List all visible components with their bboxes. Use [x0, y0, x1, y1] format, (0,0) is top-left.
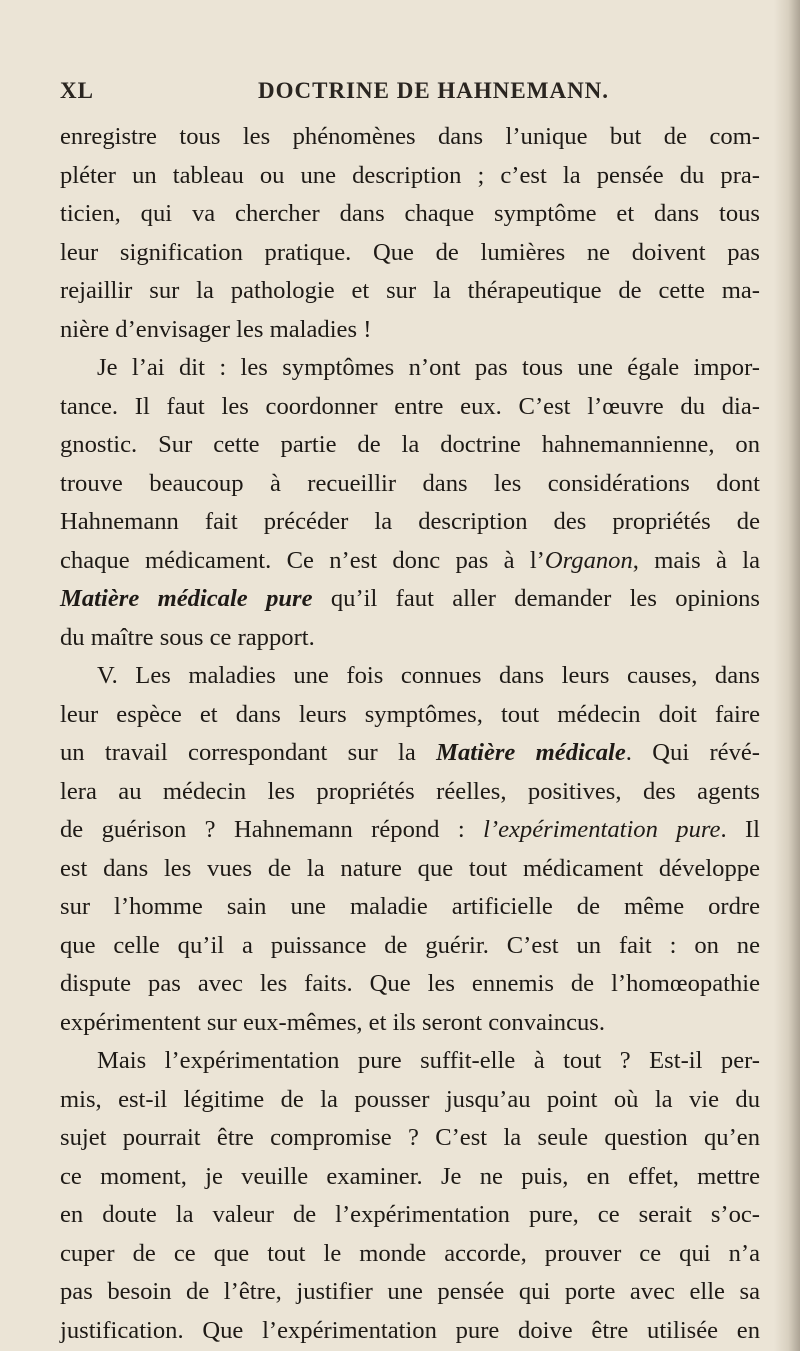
text-segment: gnostic. Sur cette partie de la doctrine hahnemannienne, on — [60, 431, 760, 458]
text-segment: mis, est-il légitime de la pousser jusqu’au point où la vie du — [60, 1085, 760, 1113]
text-segment: un travail correspondant sur la — [60, 739, 437, 766]
page-number: XL — [60, 78, 94, 103]
text-segment: expérimentent sur eux-mêmes, et ils seront convaincus. — [60, 1008, 606, 1036]
text-line — [60, 1196, 760, 1235]
text-line — [60, 157, 760, 196]
text-line — [60, 1119, 760, 1158]
text-segment: dispute pas avec les faits. Que les ennemis de l’homœopathie — [60, 970, 760, 997]
text-line — [60, 927, 760, 966]
text-line — [60, 1312, 760, 1351]
text-line — [60, 465, 760, 504]
text-segment: ce moment, je veuille examiner. Je ne puis, en effet, mettre — [60, 1162, 760, 1190]
text-segment: rejaillir sur la pathologie et sur la thérapeutique de cette ma- — [60, 277, 760, 304]
text-line — [60, 619, 760, 658]
text-segment: tance. Il faut les coordonner entre eux. C’est l’œuvre du dia- — [60, 392, 760, 420]
text-segment: justification. Que l’expérimentation pure doive être utilisée en — [60, 1316, 760, 1344]
text-line — [60, 542, 760, 581]
text-line — [60, 118, 760, 157]
page-edge-shadow — [774, 0, 800, 1351]
text-segment: pléter un tableau ou une description ; c’est la pensée du pra- — [60, 161, 760, 189]
running-header — [60, 78, 760, 112]
body-text — [60, 118, 760, 1350]
text-line — [60, 696, 760, 735]
text-line — [60, 503, 760, 542]
text-line — [60, 580, 760, 619]
text-segment: chaque médicament. Ce n’est donc pas à l’ — [60, 546, 545, 574]
text-line — [60, 965, 760, 1004]
text-line — [60, 1081, 760, 1120]
text-segment: , mais à la — [632, 546, 760, 574]
text-segment: ticien, qui va chercher dans chaque symptôme et dans tous — [60, 200, 760, 227]
text-line — [60, 1004, 760, 1043]
text-segment: en doute la valeur de l’expérimentation pure, ce serait s’oc- — [60, 1201, 760, 1228]
text-segment: . Qui révé- — [625, 739, 760, 766]
emphasized-text: Organon — [544, 546, 633, 574]
text-segment: nière d’envisager les maladies ! — [60, 315, 372, 343]
text-line — [60, 888, 760, 927]
text-line — [60, 1273, 760, 1312]
text-line — [60, 734, 760, 773]
text-segment: lera au médecin les propriétés réelles, positives, des agents — [60, 777, 760, 805]
text-segment: cuper de ce que tout le monde accorde, prouver ce qui n’a — [60, 1239, 760, 1267]
text-segment: trouve beaucoup à recueillir dans les considérations dont — [60, 469, 760, 497]
text-line — [60, 1158, 760, 1197]
text-segment: leur espèce et dans leurs symptômes, tout médecin doit faire — [60, 700, 760, 728]
text-line — [60, 195, 760, 234]
text-line — [60, 1235, 760, 1274]
text-segment: enregistre tous les phénomènes dans l’unique but de com- — [60, 123, 760, 150]
book-page — [60, 78, 760, 1350]
text-line — [60, 388, 760, 427]
text-segment: sujet pourrait être compromise ? C’est la seule question qu’en — [60, 1124, 760, 1151]
text-segment: V. Les maladies une fois connues dans leurs causes, dans — [97, 662, 760, 689]
text-line — [60, 234, 760, 273]
text-segment: . Il — [720, 816, 761, 843]
text-segment: Je l’ai dit : les symptômes n’ont pas tous une égale impor- — [97, 354, 760, 381]
text-line — [60, 773, 760, 812]
emphasized-text: l’expérimentation pure — [483, 816, 721, 843]
text-line — [60, 349, 760, 388]
text-segment: sur l’homme sain une maladie artificielle de même ordre — [60, 893, 760, 920]
text-segment: pas besoin de l’être, justifier une pensée qui porte avec elle sa — [60, 1278, 760, 1305]
text-segment: est dans les vues de la nature que tout médicament développe — [60, 854, 760, 882]
text-line — [60, 1042, 760, 1081]
text-segment: de guérison ? Hahnemann répond : — [60, 816, 484, 843]
text-segment: que celle qu’il a puissance de guérir. C’est un fait : on ne — [60, 931, 760, 959]
emphasized-text: Matière médicale pure — [60, 585, 313, 612]
text-line — [60, 657, 760, 696]
text-line — [60, 426, 760, 465]
text-line — [60, 811, 760, 850]
text-line — [60, 272, 760, 311]
text-segment: qu’il faut aller demander les opinions — [312, 585, 760, 612]
text-segment: Hahnemann fait précéder la description des propriétés de — [60, 508, 760, 535]
text-line — [60, 850, 760, 889]
text-segment: Mais l’expérimentation pure suffit-elle à tout ? Est-il per- — [97, 1047, 760, 1074]
text-line — [60, 311, 760, 350]
text-segment: du maître sous ce rapport. — [60, 623, 315, 651]
text-segment: leur signification pratique. Que de lumières ne doivent pas — [60, 238, 760, 266]
running-title: DOCTRINE DE HAHNEMANN. — [258, 78, 610, 103]
emphasized-text: Matière médicale — [436, 739, 626, 766]
